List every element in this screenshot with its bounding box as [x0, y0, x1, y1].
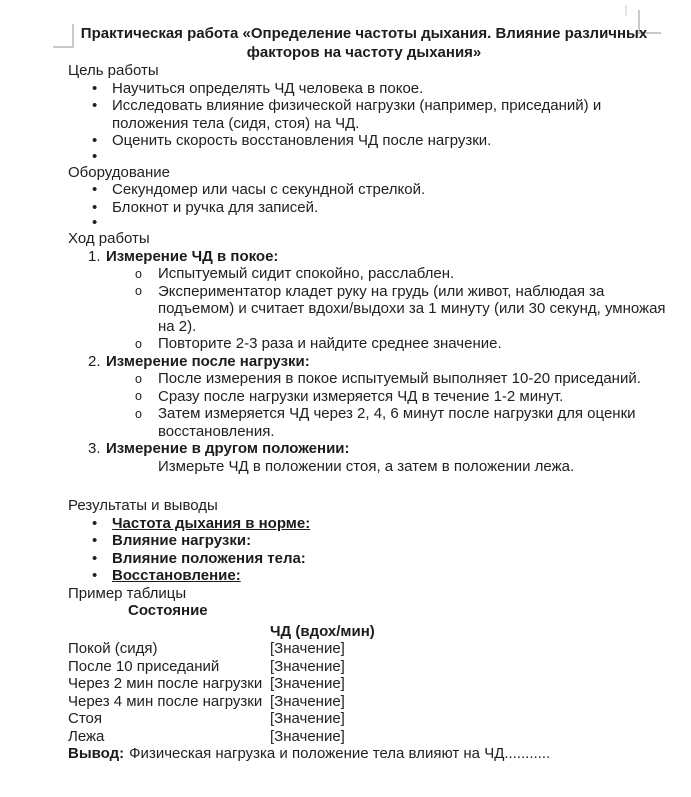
bullet-icon: • [92, 79, 98, 97]
equipment-bullet-item [68, 181, 660, 199]
equipment-bullet-text: Секундомер или часы с секундной стрелкой. [112, 181, 426, 198]
table-cell-state: Покой (сидя) [68, 640, 158, 657]
table-column1-header: Состояние [128, 602, 208, 619]
table-cell-state: Через 4 мин после нагрузки [68, 692, 263, 710]
table-cell-value: [Значение] [270, 692, 345, 710]
conclusion-line [68, 745, 660, 763]
bullet-icon: • [92, 147, 98, 165]
procedure-step [68, 248, 660, 266]
table-row [68, 728, 668, 746]
goal-bullet-item [68, 80, 660, 98]
bullet-icon: • [92, 198, 98, 216]
step-number: 1. [88, 247, 101, 265]
step-title: Измерение после нагрузки: [106, 352, 310, 370]
table-row [68, 640, 668, 658]
bullet-icon: • [92, 514, 98, 532]
results-bullet-text: Частота дыхания в норме: [112, 514, 311, 532]
table-cell-value: [Значение] [270, 640, 345, 657]
substep-text: Испытуемый сидит спокойно, расслаблен. [158, 265, 455, 282]
results-bullet-item [68, 515, 660, 533]
table-header-spacer [68, 623, 270, 641]
table-row [68, 710, 668, 728]
page-edge-artifact [625, 5, 627, 16]
equipment-bullet-item [68, 199, 660, 217]
bullet-icon: • [92, 97, 98, 114]
table-cell-value: [Значение] [270, 675, 345, 692]
bullet-icon: • [92, 181, 98, 198]
table-cell-state: Через 2 мин после нагрузки [68, 675, 263, 692]
step-title: Измерение в другом положении: [106, 440, 350, 457]
section-procedure-heading: Ход работы [68, 230, 150, 247]
table-header-row [68, 623, 668, 641]
table-row [68, 675, 668, 693]
table-cell-state: После 10 приседаний [68, 657, 220, 675]
procedure-substep [68, 265, 668, 283]
equipment-bullet-text: Блокнот и ручка для записей. [112, 198, 319, 216]
procedure-substep [68, 370, 668, 388]
bullet-icon: • [92, 132, 98, 149]
section-results-heading: Результаты и выводы [68, 497, 218, 514]
procedure-substep [68, 405, 668, 440]
results-bullet-item [68, 567, 660, 585]
section-goal-heading: Цель работы [68, 62, 159, 79]
table-row [68, 658, 668, 676]
procedure-step [68, 440, 660, 458]
table-caption: Пример таблицы [68, 584, 187, 602]
results-bullet-text: Восстановление: [112, 567, 241, 584]
bullet-icon: • [92, 567, 98, 584]
bullet-icon: • [92, 549, 98, 567]
procedure-substep [68, 388, 668, 406]
procedure-substep [68, 335, 668, 353]
circle-bullet-icon: o [135, 389, 142, 403]
goal-bullet-text: Исследовать влияние физической нагрузки (например, приседаний) и положения тела (сидя, стоя) на ЧД. [112, 97, 602, 132]
conclusion-label: Вывод: [68, 745, 125, 762]
table-cell-value: [Значение] [270, 657, 345, 675]
procedure-step [68, 353, 660, 371]
table-cell-value: [Значение] [270, 727, 345, 745]
goal-bullet-item-empty [68, 147, 660, 165]
procedure-substep [68, 283, 668, 336]
blank-line [68, 475, 668, 497]
bullet-icon: • [92, 532, 98, 549]
table-column2-header: ЧД (вдох/мин) [270, 622, 375, 640]
substep-text: После измерения в покое испытуемый выполняет 10-20 приседаний. [158, 370, 641, 387]
results-bullet-text: Влияние нагрузки: [112, 532, 252, 549]
goal-bullet-item [68, 97, 660, 132]
section-equipment-heading: Оборудование [68, 163, 171, 181]
goal-bullet-text: Оценить скорость восстановления ЧД после нагрузки. [112, 132, 492, 149]
circle-bullet-icon: o [135, 406, 142, 421]
results-bullet-item [68, 550, 660, 568]
substep-text: Затем измеряется ЧД через 2, 4, 6 минут после нагрузки для оценки восстановления. [158, 405, 636, 440]
document-content [68, 24, 668, 763]
substep-text: Сразу после нагрузки измеряется ЧД в течение 1-2 минут. [158, 387, 564, 405]
table-cell-state: Стоя [68, 710, 102, 727]
table-cell-value: [Значение] [270, 710, 345, 727]
equipment-bullet-item-empty [68, 216, 660, 230]
table-cell-state: Лежа [68, 727, 105, 745]
results-bullet-text: Влияние положения тела: [112, 549, 306, 567]
substep-text: Повторите 2-3 раза и найдите среднее значение. [158, 335, 502, 352]
circle-bullet-icon: o [135, 371, 142, 386]
step-note: Измерьте ЧД в положении стоя, а затем в положении лежа. [158, 457, 575, 475]
circle-bullet-icon: o [135, 266, 142, 281]
circle-bullet-icon: o [135, 284, 142, 298]
step-title: Измерение ЧД в покое: [106, 247, 279, 265]
goal-bullet-text: Научиться определять ЧД человека в покое. [112, 79, 424, 97]
conclusion-text: Физическая нагрузка и положение тела влияют на ЧД........... [129, 745, 551, 762]
table-row [68, 693, 668, 711]
document-title: Практическая работа «Определение частоты дыхания. Влияние различных факторов на частоту дыхания» [80, 25, 648, 61]
goal-bullet-item [68, 132, 660, 150]
step-number: 2. [88, 352, 101, 370]
bullet-icon: • [92, 214, 98, 231]
circle-bullet-icon: o [135, 336, 142, 351]
results-bullet-item [68, 532, 660, 550]
step-number: 3. [88, 440, 101, 457]
substep-text: Экспериментатор кладет руку на грудь (или живот, наблюдая за подъемом) и считает вдохи/выдохи за 1 минуту (или 30 секунд, умножая на 2). [158, 282, 666, 335]
